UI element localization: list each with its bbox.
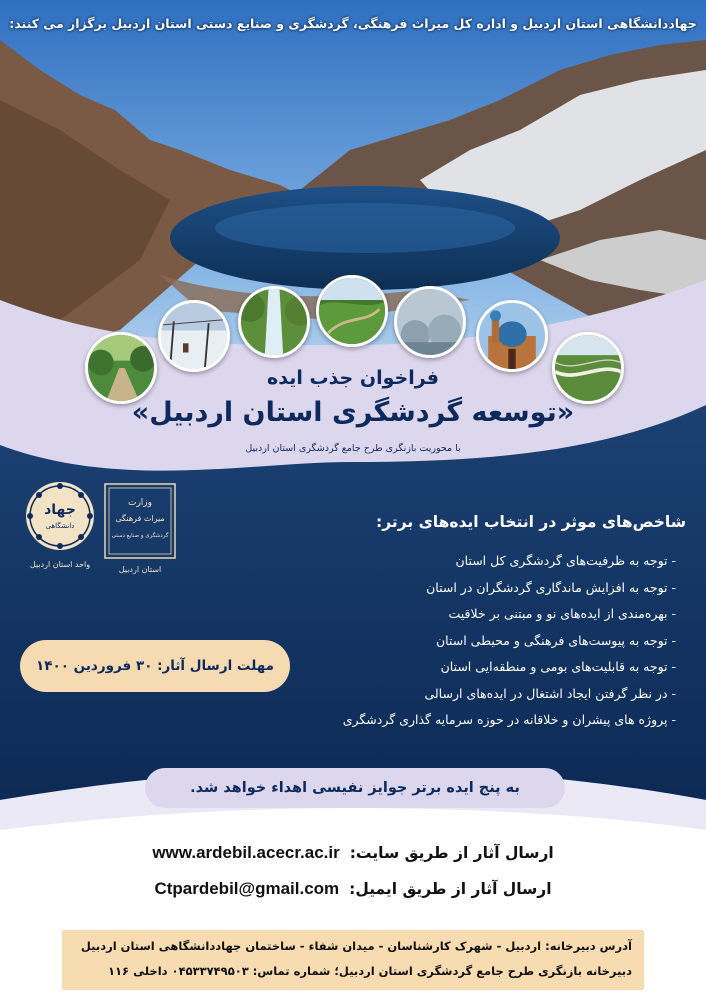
criteria-heading: شاخص‌های موثر در انتخاب ایده‌های برتر:: [376, 513, 686, 531]
website-label: ارسال آثار از طریق سایت:: [349, 844, 554, 862]
jahad-caption: واحد استان اردبیل: [29, 560, 91, 569]
main-title: «توسعه گردشگری استان اردبیل»: [131, 397, 575, 428]
svg-text:گردشگری و صنایع دستی: گردشگری و صنایع دستی: [111, 533, 169, 539]
criteria-item: - پروژه های پیشران و خلاقانه در حوزه سرمایه گذاری گردشگری: [342, 712, 676, 727]
criteria-item: - توجه به ظرفیت‌های گردشگری کل استان: [455, 553, 676, 568]
subtitle: با محوریت بازنگری طرح جامع گردشگری استان اردبیل: [245, 443, 461, 454]
criteria-list: [276, 548, 676, 734]
svg-text:دانشگاهی: دانشگاهی: [45, 522, 75, 530]
call-for-ideas-title: فراخوان جذب ایده: [267, 367, 439, 389]
waterfall-photo: [238, 286, 310, 358]
criteria-item: - بهره‌مندی از ایده‌های نو و مبتنی بر خلاقیت: [448, 606, 676, 621]
phone-line: دبیرخانه بازنگری طرح جامع گردشگری استان اردبیل؛ شماره تماس: ۰۴۵۳۳۷۴۹۵۰۳ داخلی ۱۱۶: [108, 964, 632, 978]
deadline-badge: مهلت ارسال آثار: ۳۰ فروردین ۱۴۰۰: [20, 640, 290, 692]
email-link[interactable]: Ctpardebil@gmail.com: [154, 879, 340, 898]
criteria-item: - توجه به قابلیت‌های بومی و منطقه‌ایی استان: [440, 659, 676, 674]
forest-road-photo: [85, 332, 157, 404]
heritage-caption: استان اردبیل: [118, 565, 162, 574]
website-link[interactable]: www.ardebil.acecr.ac.ir: [152, 843, 340, 862]
jahad-daneshgahi-logo: [24, 480, 96, 580]
organizers-text: جهاددانشگاهی استان اردبیل و اداره کل میراث فرهنگی، گردشگری و صنایع دستی استان اردبیل برگزار می کنند:: [9, 16, 697, 31]
heritage-emblem: [104, 483, 176, 561]
green-valley-photo: [316, 275, 388, 347]
email-contact: [60, 879, 646, 899]
address-line: آدرس دبیرخانه: اردبیل - شهرک کارشناسان - میدان شفاء - ساختمان جهاددانشگاهی استان اردبیل: [80, 939, 632, 953]
canopy-bridge-photo: [552, 332, 624, 404]
secretariat-address: [62, 930, 644, 990]
criteria-item: - توجه به افزایش ماندگاری گردشگران در استان: [426, 579, 676, 595]
criteria-item: - در نظر گرفتن ایجاد اشتغال در ایده‌های ارسالی: [424, 685, 676, 701]
misty-forest-photo: [394, 286, 466, 358]
svg-text:جهاد: جهاد: [44, 502, 76, 518]
historic-shrine-photo: [476, 300, 548, 372]
svg-text:وزارت: وزارت: [127, 498, 153, 508]
prize-banner: به پنج ایده برتر جوایز نفیسی اهداء خواهد شد.: [145, 768, 565, 808]
email-label: ارسال آثار از طریق ایمیل:: [349, 880, 552, 898]
heritage-ministry-logo: [104, 483, 176, 583]
jahad-emblem: [24, 480, 96, 552]
ski-lift-photo: [158, 300, 230, 372]
criteria-item: - توجه به پیوست‌های فرهنگی و محیطی استان: [435, 632, 676, 648]
website-contact: [60, 843, 646, 863]
svg-text:میراث فرهنگی: میراث فرهنگی: [115, 514, 165, 523]
